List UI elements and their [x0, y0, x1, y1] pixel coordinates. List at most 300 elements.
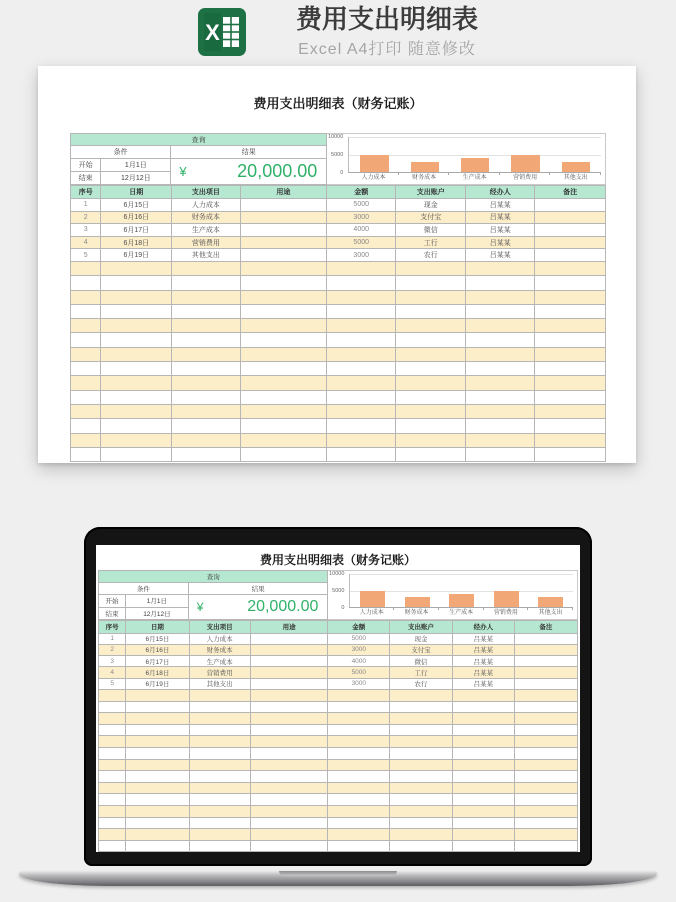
- empty-cell: [452, 817, 514, 829]
- empty-cell: [390, 771, 453, 783]
- table-cell: 6月17日: [126, 656, 189, 667]
- empty-cell: [172, 304, 240, 318]
- table-row: [71, 211, 606, 224]
- table-cell: 微信: [396, 224, 466, 237]
- empty-cell: [328, 701, 390, 713]
- empty-cell: [99, 782, 126, 794]
- table-cell: 支付宝: [390, 644, 453, 655]
- empty-cell: [452, 829, 514, 841]
- bar-slot: [500, 137, 550, 172]
- empty-cell: [327, 376, 396, 390]
- empty-cell: [172, 433, 240, 447]
- empty-cell: [189, 782, 250, 794]
- empty-row: [99, 701, 578, 713]
- empty-cell: [172, 347, 240, 361]
- empty-cell: [466, 390, 535, 404]
- y-tick-label: 10000: [329, 571, 345, 577]
- empty-cell: [396, 419, 466, 433]
- empty-cell: [250, 829, 328, 841]
- empty-cell: [327, 319, 396, 333]
- table-cell: [250, 633, 328, 644]
- empty-cell: [396, 261, 466, 275]
- empty-cell: [466, 276, 535, 290]
- empty-cell: [466, 304, 535, 318]
- page-header: [0, 0, 676, 64]
- empty-cell: [71, 419, 101, 433]
- empty-cell: [327, 290, 396, 304]
- empty-cell: [452, 771, 514, 783]
- y-tick-label: 5000: [332, 588, 345, 594]
- empty-row: [99, 771, 578, 783]
- query-and-chart-block: [98, 570, 578, 620]
- table-cell: 农行: [396, 249, 466, 262]
- chart-y-axis: [327, 134, 346, 176]
- empty-cell: [101, 290, 172, 304]
- empty-cell: [189, 689, 250, 701]
- date-range-cells: [70, 159, 171, 185]
- empty-cell: [535, 347, 606, 361]
- empty-cell: [514, 840, 577, 852]
- column-header: 日期: [101, 186, 172, 199]
- empty-cell: [240, 390, 327, 404]
- empty-cell: [240, 362, 327, 376]
- table-cell: 3000: [328, 678, 390, 689]
- table-cell: 财务成本: [172, 211, 240, 224]
- empty-cell: [452, 736, 514, 748]
- empty-row: [71, 433, 606, 447]
- empty-cell: [535, 362, 606, 376]
- empty-cell: [99, 771, 126, 783]
- empty-cell: [328, 747, 390, 759]
- empty-cell: [71, 290, 101, 304]
- empty-cell: [452, 782, 514, 794]
- empty-cell: [101, 447, 172, 461]
- empty-cell: [101, 390, 172, 404]
- empty-cell: [71, 319, 101, 333]
- table-cell: 现金: [390, 633, 453, 644]
- table-cell: 吕某某: [452, 678, 514, 689]
- condition-label-cell: 条件: [98, 583, 189, 596]
- empty-cell: [189, 736, 250, 748]
- empty-cell: [189, 747, 250, 759]
- empty-cell: [328, 794, 390, 806]
- column-header: 支出账户: [390, 621, 453, 634]
- empty-cell: [101, 276, 172, 290]
- y-tick-label: 0: [341, 605, 345, 611]
- empty-cell: [466, 447, 535, 461]
- query-and-chart-block: [70, 133, 606, 185]
- table-cell: 其他支出: [172, 249, 240, 262]
- end-label-cell: 结束: [71, 172, 101, 185]
- table-cell: 支付宝: [396, 211, 466, 224]
- laptop-sheet-host: [96, 545, 580, 852]
- paper-sheet-host: [38, 66, 636, 462]
- empty-cell: [390, 794, 453, 806]
- table-cell: 生产成本: [172, 224, 240, 237]
- table-cell: [250, 678, 328, 689]
- bar-营销费用: [494, 591, 519, 608]
- empty-cell: [396, 404, 466, 418]
- empty-cell: [535, 276, 606, 290]
- empty-cell: [250, 689, 328, 701]
- result-amount-cell: [171, 159, 327, 185]
- bar-营销费用: [511, 155, 539, 173]
- result-label-cell: 结果: [171, 146, 327, 159]
- empty-cell: [535, 404, 606, 418]
- chart-bars: [350, 574, 573, 607]
- bar-人力成本: [360, 591, 385, 608]
- table-cell: 6月16日: [126, 644, 189, 655]
- table-cell: 吕某某: [452, 667, 514, 678]
- empty-cell: [126, 736, 189, 748]
- empty-cell: [328, 817, 390, 829]
- empty-cell: [189, 840, 250, 852]
- empty-cell: [328, 759, 390, 771]
- empty-row: [71, 304, 606, 318]
- empty-cell: [452, 713, 514, 725]
- table-cell: 3000: [327, 249, 396, 262]
- empty-cell: [71, 447, 101, 461]
- empty-row: [99, 805, 578, 817]
- empty-cell: [101, 362, 172, 376]
- column-header: 经办人: [452, 621, 514, 634]
- empty-cell: [126, 689, 189, 701]
- svg-text:X: X: [205, 20, 220, 45]
- empty-cell: [452, 805, 514, 817]
- empty-cell: [466, 347, 535, 361]
- empty-row: [99, 840, 578, 852]
- sheet-title: 费用支出明细表（财务记账）: [259, 553, 416, 567]
- empty-cell: [390, 817, 453, 829]
- empty-cell: [452, 747, 514, 759]
- table-cell: [535, 236, 606, 249]
- empty-cell: [240, 447, 327, 461]
- bar-slot: [439, 574, 484, 607]
- empty-cell: [240, 304, 327, 318]
- empty-cell: [535, 261, 606, 275]
- bar-slot: [400, 137, 450, 172]
- empty-cell: [240, 290, 327, 304]
- empty-row: [71, 404, 606, 418]
- table-cell: 微信: [390, 656, 453, 667]
- y-tick-label: 0: [340, 170, 344, 176]
- empty-cell: [390, 782, 453, 794]
- empty-cell: [327, 261, 396, 275]
- expense-bar-chart: [327, 133, 606, 185]
- empty-cell: [172, 447, 240, 461]
- empty-cell: [250, 840, 328, 852]
- table-cell: 6月19日: [126, 678, 189, 689]
- start-value-cell: 1月1日: [101, 159, 171, 172]
- empty-cell: [99, 759, 126, 771]
- empty-cell: [71, 276, 101, 290]
- empty-cell: [390, 713, 453, 725]
- empty-cell: [535, 390, 606, 404]
- table-cell: 营销费用: [189, 667, 250, 678]
- table-cell: 人力成本: [172, 199, 240, 212]
- empty-cell: [99, 805, 126, 817]
- table-cell: 5: [99, 678, 126, 689]
- empty-cell: [514, 747, 577, 759]
- result-amount-cell: [189, 595, 329, 620]
- empty-cell: [452, 689, 514, 701]
- laptop-screen-content: [96, 545, 580, 852]
- table-cell: 农行: [390, 678, 453, 689]
- empty-cell: [99, 840, 126, 852]
- table-cell: [240, 249, 327, 262]
- x-tick-label: 人力成本: [349, 608, 394, 619]
- empty-cell: [327, 433, 396, 447]
- empty-cell: [71, 433, 101, 447]
- empty-cell: [126, 747, 189, 759]
- empty-cell: [189, 701, 250, 713]
- column-header: 序号: [71, 186, 101, 199]
- table-cell: 吕某某: [466, 249, 535, 262]
- empty-cell: [172, 362, 240, 376]
- empty-cell: [327, 276, 396, 290]
- empty-row: [99, 759, 578, 771]
- chart-x-axis: [348, 173, 601, 184]
- column-header: 金额: [327, 186, 396, 199]
- bar-人力成本: [360, 155, 388, 173]
- empty-cell: [396, 290, 466, 304]
- empty-cell: [390, 736, 453, 748]
- empty-cell: [126, 829, 189, 841]
- empty-cell: [126, 782, 189, 794]
- end-value-cell: 12月12日: [126, 608, 189, 621]
- empty-cell: [535, 419, 606, 433]
- empty-cell: [390, 840, 453, 852]
- table-cell: 营销费用: [172, 236, 240, 249]
- empty-cell: [99, 701, 126, 713]
- bar-slot: [528, 574, 573, 607]
- x-tick-label: 生产成本: [439, 608, 484, 619]
- bar-slot: [350, 574, 395, 607]
- table-cell: [240, 224, 327, 237]
- column-header: 经办人: [466, 186, 535, 199]
- table-cell: 6月18日: [101, 236, 172, 249]
- empty-row: [99, 794, 578, 806]
- empty-cell: [250, 701, 328, 713]
- bar-slot: [349, 137, 399, 172]
- column-header: 日期: [126, 621, 189, 634]
- empty-cell: [396, 304, 466, 318]
- empty-cell: [99, 736, 126, 748]
- table-row: [99, 678, 578, 689]
- empty-cell: [126, 794, 189, 806]
- x-tick-label: 其他支出: [550, 173, 601, 184]
- empty-cell: [327, 390, 396, 404]
- table-cell: 6月15日: [126, 633, 189, 644]
- empty-row: [71, 419, 606, 433]
- empty-cell: [328, 829, 390, 841]
- table-cell: 吕某某: [466, 211, 535, 224]
- empty-cell: [327, 347, 396, 361]
- empty-cell: [466, 333, 535, 347]
- table-cell: 生产成本: [189, 656, 250, 667]
- empty-cell: [240, 276, 327, 290]
- result-label-cell: 结果: [189, 583, 329, 596]
- empty-cell: [71, 390, 101, 404]
- empty-cell: [240, 261, 327, 275]
- table-cell: 吕某某: [452, 644, 514, 655]
- empty-cell: [514, 829, 577, 841]
- empty-cell: [390, 747, 453, 759]
- empty-row: [71, 290, 606, 304]
- table-header-row: [71, 186, 606, 199]
- product-subtitle: Excel A4打印 随意修改: [298, 41, 476, 58]
- empty-row: [71, 362, 606, 376]
- bar-其他支出: [562, 162, 590, 173]
- empty-row: [99, 724, 578, 736]
- empty-cell: [101, 404, 172, 418]
- empty-cell: [452, 701, 514, 713]
- table-cell: 5000: [327, 199, 396, 212]
- bar-生产成本: [449, 594, 474, 607]
- table-cell: 5000: [328, 633, 390, 644]
- laptop-base: [19, 871, 657, 886]
- empty-cell: [466, 290, 535, 304]
- empty-cell: [514, 805, 577, 817]
- start-label-cell: 开始: [99, 595, 126, 608]
- empty-row: [71, 347, 606, 361]
- empty-cell: [250, 759, 328, 771]
- laptop-screen: [84, 527, 592, 866]
- empty-cell: [327, 404, 396, 418]
- start-date-row: [70, 159, 171, 172]
- table-cell: [514, 644, 577, 655]
- empty-cell: [126, 805, 189, 817]
- empty-cell: [71, 376, 101, 390]
- empty-cell: [327, 419, 396, 433]
- empty-cell: [71, 333, 101, 347]
- empty-cell: [466, 419, 535, 433]
- empty-cell: [535, 433, 606, 447]
- table-cell: [240, 236, 327, 249]
- empty-cell: [390, 701, 453, 713]
- empty-cell: [126, 724, 189, 736]
- empty-cell: [514, 782, 577, 794]
- table-cell: 吕某某: [452, 656, 514, 667]
- empty-cell: [328, 713, 390, 725]
- x-tick-label: 财务成本: [399, 173, 450, 184]
- empty-cell: [250, 736, 328, 748]
- empty-cell: [99, 747, 126, 759]
- date-range-cells: [98, 595, 189, 620]
- empty-cell: [514, 701, 577, 713]
- empty-cell: [126, 817, 189, 829]
- empty-cell: [535, 376, 606, 390]
- empty-cell: [71, 304, 101, 318]
- empty-cell: [250, 747, 328, 759]
- table-row: [99, 667, 578, 678]
- empty-cell: [535, 304, 606, 318]
- end-value-cell: 12月12日: [101, 172, 171, 185]
- bar-财务成本: [405, 597, 430, 607]
- empty-cell: [328, 689, 390, 701]
- empty-cell: [126, 840, 189, 852]
- empty-cell: [99, 817, 126, 829]
- result-amount-value: 20,000.00: [237, 161, 318, 181]
- empty-cell: [172, 319, 240, 333]
- column-header: 支出项目: [172, 186, 240, 199]
- empty-cell: [250, 817, 328, 829]
- table-cell: 6月16日: [101, 211, 172, 224]
- table-cell: 3000: [328, 644, 390, 655]
- empty-cell: [328, 771, 390, 783]
- table-cell: 4000: [328, 656, 390, 667]
- table-cell: 3: [99, 656, 126, 667]
- table-cell: 工行: [390, 667, 453, 678]
- bar-slot: [484, 574, 529, 607]
- empty-cell: [328, 805, 390, 817]
- empty-row: [71, 376, 606, 390]
- column-header: 序号: [99, 621, 126, 634]
- table-cell: 工行: [396, 236, 466, 249]
- table-cell: 吕某某: [466, 224, 535, 237]
- empty-cell: [396, 447, 466, 461]
- empty-cell: [328, 724, 390, 736]
- empty-cell: [396, 347, 466, 361]
- empty-cell: [390, 759, 453, 771]
- empty-cell: [514, 759, 577, 771]
- empty-cell: [250, 724, 328, 736]
- empty-cell: [466, 362, 535, 376]
- empty-cell: [99, 794, 126, 806]
- empty-cell: [240, 333, 327, 347]
- empty-row: [99, 747, 578, 759]
- table-row: [99, 656, 578, 667]
- empty-cell: [327, 333, 396, 347]
- table-cell: [535, 211, 606, 224]
- table-cell: [514, 678, 577, 689]
- empty-cell: [126, 701, 189, 713]
- empty-cell: [250, 771, 328, 783]
- empty-cell: [189, 794, 250, 806]
- table-cell: [514, 633, 577, 644]
- table-cell: [240, 211, 327, 224]
- column-header: 金额: [328, 621, 390, 634]
- empty-cell: [327, 362, 396, 376]
- currency-symbol: ¥: [179, 164, 187, 179]
- empty-row: [71, 333, 606, 347]
- empty-cell: [240, 404, 327, 418]
- table-cell: 6月17日: [101, 224, 172, 237]
- empty-cell: [466, 433, 535, 447]
- chart-y-axis: [328, 571, 347, 611]
- empty-cell: [172, 261, 240, 275]
- x-tick-label: 生产成本: [449, 173, 500, 184]
- empty-cell: [466, 261, 535, 275]
- table-cell: 吕某某: [466, 236, 535, 249]
- expense-bar-chart: [328, 570, 578, 620]
- table-row: [99, 644, 578, 655]
- column-header: 备注: [535, 186, 606, 199]
- y-tick-label: 5000: [331, 152, 344, 158]
- query-header-cell: 查询: [98, 570, 328, 583]
- bar-生产成本: [461, 158, 489, 172]
- table-cell: 4: [99, 667, 126, 678]
- empty-cell: [240, 433, 327, 447]
- empty-cell: [514, 794, 577, 806]
- empty-cell: [71, 347, 101, 361]
- table-cell: 3000: [327, 211, 396, 224]
- table-cell: 2: [99, 644, 126, 655]
- table-cell: 6月15日: [101, 199, 172, 212]
- currency-symbol: ¥: [196, 600, 204, 614]
- empty-cell: [189, 759, 250, 771]
- chart-plot-area: [349, 574, 573, 608]
